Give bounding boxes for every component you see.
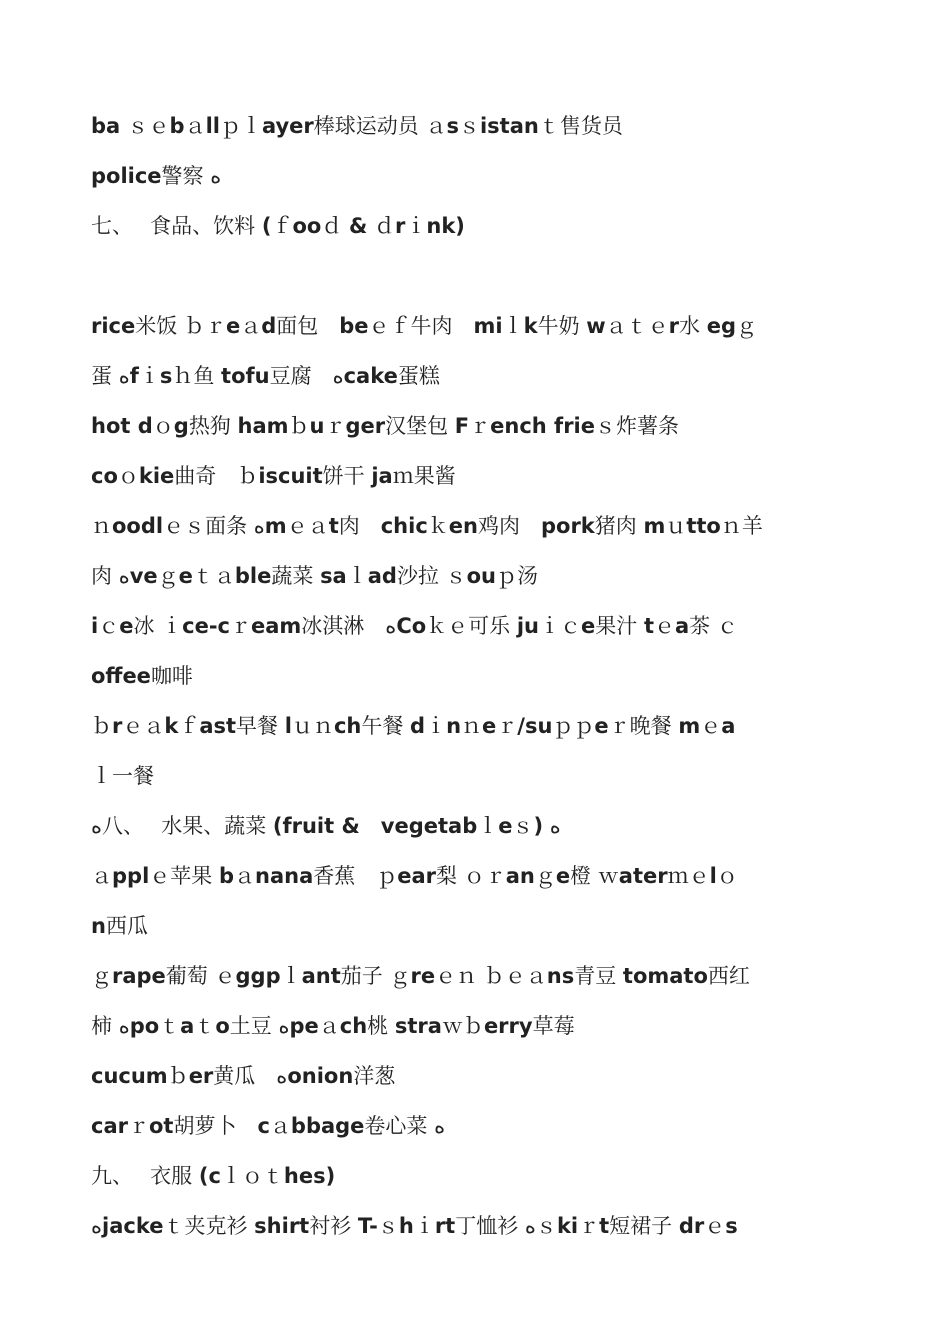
- text-segment: 橙 ｗ: [570, 864, 619, 888]
- text-segment: ｔａ: [192, 564, 235, 588]
- text-segment: ｋｅ可乐: [426, 614, 517, 638]
- text-segment: l: [709, 864, 717, 888]
- text-segment: ba: [91, 114, 128, 138]
- text-segment: ｒ: [230, 614, 251, 638]
- text-segment: ayer: [261, 114, 314, 138]
- text-line: [91, 654, 871, 704]
- text-segment: e: [594, 714, 609, 738]
- text-segment: ｅａ: [122, 714, 165, 738]
- text-segment: ｄ: [321, 214, 350, 238]
- text-segment: rice: [91, 314, 136, 338]
- text-segment: po: [129, 1014, 160, 1038]
- text-segment: a: [721, 714, 736, 738]
- text-segment: F: [454, 414, 470, 438]
- text-segment: ｒ: [324, 414, 346, 438]
- text-segment: c: [257, 1114, 270, 1138]
- text-segment: d: [410, 714, 426, 738]
- document-page: [91, 104, 871, 1254]
- text-segment: 咖啡: [150, 664, 193, 688]
- text-segment: ｐｌ: [219, 114, 262, 138]
- text-segment: ｂ: [167, 1064, 189, 1088]
- text-segment: hes): [283, 1164, 336, 1188]
- text-segment: ｃ: [98, 614, 120, 638]
- text-segment: eam: [251, 614, 302, 638]
- text-segment: ｕｎ: [291, 714, 334, 738]
- text-segment: ｅｎ ｂｅａ: [435, 964, 547, 988]
- text-segment: ou: [466, 564, 497, 588]
- text-segment: ｌ一餐: [91, 764, 154, 788]
- text-segment: ａ: [234, 864, 255, 888]
- text-segment: b: [169, 114, 185, 138]
- text-segment: 鸡肉: [477, 514, 541, 538]
- text-segment: ｏ: [716, 864, 738, 888]
- text-segment: ｍｅ: [667, 864, 710, 888]
- text-segment: onion: [287, 1064, 354, 1088]
- text-line: [91, 1154, 871, 1204]
- text-line: [91, 454, 871, 504]
- text-segment: sa: [320, 564, 347, 588]
- text-segment: r: [112, 714, 123, 738]
- text-segment: g: [173, 414, 189, 438]
- text-segment: re: [410, 964, 436, 988]
- text-segment: ll: [205, 114, 220, 138]
- text-segment: (fruit & vegetab: [272, 814, 478, 838]
- text-segment: en: [448, 514, 478, 538]
- text-segment: ｒ: [578, 1214, 600, 1238]
- text-line: [91, 354, 871, 404]
- text-segment: ｒ晚餐: [608, 714, 679, 738]
- text-segment: ja: [371, 464, 393, 488]
- text-segment: 米饭 ｂｒ: [135, 314, 226, 338]
- text-segment: iscuit: [258, 464, 323, 488]
- text-line: [91, 704, 871, 754]
- text-segment: co: [91, 464, 118, 488]
- text-segment: r: [668, 314, 680, 338]
- text-segment: 豆腐 ﻩ: [269, 364, 344, 388]
- text-segment: ｂ: [288, 414, 310, 438]
- text-segment: 丁恤衫 ﻩｓ: [455, 1214, 557, 1238]
- text-segment: ｓ: [458, 114, 480, 138]
- text-segment: ｔ: [159, 1014, 181, 1038]
- text-segment: ch: [339, 1014, 368, 1038]
- text-segment: u: [309, 414, 325, 438]
- text-segment: ｌ: [346, 564, 368, 588]
- text-segment: e: [482, 714, 497, 738]
- text-segment: (c: [198, 1164, 221, 1188]
- text-segment: pork: [540, 514, 595, 538]
- text-line: [91, 954, 871, 1004]
- text-segment: 果汁: [595, 614, 644, 638]
- text-segment: 茶 ｃ: [689, 614, 738, 638]
- text-segment: &: [349, 214, 368, 238]
- text-segment: 葡萄 ｅ: [165, 964, 236, 988]
- text-segment: e: [555, 864, 571, 888]
- text-segment: 沙拉 ｓ: [396, 564, 467, 588]
- text-segment: pe: [289, 1014, 319, 1038]
- text-segment: offee: [91, 664, 151, 688]
- text-line: [91, 604, 871, 654]
- text-segment: ater: [618, 864, 668, 888]
- text-segment: 青豆: [574, 964, 623, 988]
- text-segment: ａ: [91, 864, 112, 888]
- text-segment: 梨 ｏｒ: [436, 864, 506, 888]
- text-segment: ｅｓ面条 ﻩ: [163, 514, 265, 538]
- text-segment: ki: [556, 1214, 579, 1238]
- text-segment: ｍ果酱: [392, 464, 456, 488]
- text-segment: ot: [148, 1114, 174, 1138]
- text-segment: car: [91, 1114, 128, 1138]
- text-segment: ham: [237, 414, 289, 438]
- text-segment: ａｔｅ: [605, 314, 669, 338]
- text-segment: ｓ: [377, 1214, 399, 1238]
- text-segment: ｇ: [736, 314, 757, 338]
- text-segment: oo: [292, 214, 322, 238]
- text-segment: l: [284, 714, 292, 738]
- text-line: [91, 404, 871, 454]
- text-segment: ｌ: [477, 814, 499, 838]
- text-segment: 汉堡包: [385, 414, 455, 438]
- text-segment: ﻩ八、 水果、蔬菜: [91, 814, 273, 838]
- text-segment: 肉: [338, 514, 381, 538]
- text-segment: ｒ: [469, 414, 491, 438]
- text-segment: ger: [345, 414, 386, 438]
- text-segment: 土豆 ﻩ: [229, 1014, 290, 1038]
- text-segment: 西红: [707, 964, 750, 988]
- text-segment: 茄子 ｇ: [340, 964, 411, 988]
- text-segment: m: [678, 714, 701, 738]
- text-segment: s: [446, 114, 459, 138]
- text-segment: kie: [138, 464, 175, 488]
- text-line: [91, 904, 871, 954]
- text-segment: ｏ: [117, 464, 139, 488]
- text-segment: bbage: [290, 1114, 365, 1138]
- text-segment: ｎ: [461, 714, 483, 738]
- text-segment: m: [264, 514, 287, 538]
- text-segment: hot d: [91, 414, 153, 438]
- text-segment: 香蕉 ｐ: [313, 864, 398, 888]
- text-segment: ce-c: [182, 614, 230, 638]
- text-segment: rape: [112, 964, 166, 988]
- text-segment: ｅ: [653, 614, 675, 638]
- blank-line: [91, 254, 871, 304]
- text-line: [91, 204, 871, 254]
- text-segment: istan: [479, 114, 539, 138]
- text-segment: 警察 ﻩ: [161, 164, 222, 188]
- text-segment: tofu: [221, 364, 270, 388]
- text-segment: s: [725, 1214, 738, 1238]
- text-segment: ear: [397, 864, 437, 888]
- text-segment: ch: [333, 714, 362, 738]
- text-line: [91, 554, 871, 604]
- text-segment: m: [643, 514, 666, 538]
- text-segment: 九、 衣服: [91, 1164, 199, 1188]
- text-segment: i: [91, 614, 99, 638]
- text-segment: a: [674, 614, 690, 638]
- text-segment: ｋ: [427, 514, 449, 538]
- text-segment: nana: [255, 864, 314, 888]
- text-segment: ppl: [112, 864, 150, 888]
- text-segment: ｏ: [152, 414, 174, 438]
- text-segment: w: [586, 314, 606, 338]
- text-segment: ｉ: [405, 214, 427, 238]
- text-segment: ｓ炸薯条: [595, 414, 679, 438]
- text-segment: r: [395, 214, 406, 238]
- text-segment: Co: [396, 614, 427, 638]
- text-segment: ａ: [318, 1014, 340, 1038]
- text-segment: f: [129, 364, 139, 388]
- text-segment: 蛋 ﻩ: [91, 364, 130, 388]
- text-segment: 棒球运动员 ａ: [313, 114, 447, 138]
- text-segment: t: [599, 1214, 610, 1238]
- text-segment: 水: [679, 314, 707, 338]
- text-segment: ｉ: [413, 1214, 435, 1238]
- text-segment: er: [188, 1064, 214, 1088]
- text-segment: oodl: [112, 514, 164, 538]
- text-segment: eg: [706, 314, 736, 338]
- text-segment: ju: [516, 614, 539, 638]
- text-segment: e: [225, 314, 241, 338]
- text-segment: cake: [343, 364, 398, 388]
- text-segment: ｓｅ: [127, 114, 170, 138]
- text-segment: ﻩ: [543, 814, 561, 838]
- text-segment: 面包: [276, 314, 340, 338]
- text-segment: n: [91, 914, 106, 938]
- text-segment: ｅ: [700, 714, 722, 738]
- text-segment: ｗｂ: [441, 1014, 484, 1038]
- text-segment: ad: [367, 564, 397, 588]
- text-segment: ｈ鱼: [172, 364, 222, 388]
- text-line: [91, 854, 871, 904]
- text-line: [91, 804, 871, 854]
- text-segment: d: [261, 314, 277, 338]
- text-segment: ｅｆ牛肉: [368, 314, 474, 338]
- text-segment: ｅ: [704, 1214, 726, 1238]
- text-segment: ｔ: [194, 1014, 216, 1038]
- text-segment: 猪肉: [594, 514, 644, 538]
- text-segment: ｌ: [502, 314, 524, 338]
- text-segment: a: [180, 1014, 195, 1038]
- text-segment: ｉ: [138, 364, 160, 388]
- text-segment: /su: [517, 714, 553, 738]
- text-segment: ｅ苹果: [149, 864, 219, 888]
- text-segment: 短裙子: [609, 1214, 679, 1238]
- text-segment: b: [218, 864, 234, 888]
- text-segment: ｎ羊: [720, 514, 763, 538]
- text-line: [91, 1004, 871, 1054]
- text-segment: 肉 ﻩ: [91, 564, 130, 588]
- text-segment: 午餐: [361, 714, 411, 738]
- text-segment: 柿 ﻩ: [91, 1014, 130, 1038]
- text-segment: ｇ: [91, 964, 112, 988]
- text-segment: ａ: [184, 114, 206, 138]
- text-segment: ｔ售货员: [538, 114, 623, 138]
- text-segment: t: [328, 514, 339, 538]
- text-segment: jacke: [102, 1214, 164, 1238]
- text-segment: t: [643, 614, 654, 638]
- text-line: [91, 504, 871, 554]
- text-segment: ｌｏｔ: [220, 1164, 284, 1188]
- text-segment: ｉ: [425, 714, 447, 738]
- text-segment: ﻩ: [91, 1214, 103, 1238]
- text-line: [91, 754, 871, 804]
- text-segment: chic: [380, 514, 428, 538]
- text-segment: 衬衫: [309, 1214, 358, 1238]
- text-segment: be: [339, 314, 369, 338]
- text-segment: ｅａ: [286, 514, 329, 538]
- text-segment: ): [533, 814, 544, 838]
- text-segment: 蛋糕: [397, 364, 440, 388]
- text-segment: tto: [686, 514, 721, 538]
- text-segment: ant: [301, 964, 341, 988]
- text-segment: e: [498, 814, 513, 838]
- text-segment: ｆ: [178, 714, 200, 738]
- text-segment: 桃: [367, 1014, 395, 1038]
- text-line: [91, 1104, 871, 1154]
- text-segment: tomato: [622, 964, 708, 988]
- text-segment: 早餐: [236, 714, 285, 738]
- text-segment: n: [446, 714, 462, 738]
- text-segment: ns: [546, 964, 575, 988]
- text-segment: police: [91, 164, 162, 188]
- text-segment: T-: [357, 1214, 378, 1238]
- text-segment: dr: [678, 1214, 705, 1238]
- text-segment: ench frie: [490, 414, 595, 438]
- text-segment: e: [581, 614, 596, 638]
- text-segment: ｆ: [271, 214, 293, 238]
- text-segment: ｉｃ: [539, 614, 581, 638]
- text-segment: ｌ: [280, 964, 302, 988]
- text-segment: rt: [434, 1214, 456, 1238]
- text-segment: 蔬菜: [271, 564, 321, 588]
- text-segment: 卷心菜 ﻩ: [364, 1114, 446, 1138]
- text-segment: ｂ: [91, 714, 112, 738]
- text-segment: ｐ汤: [496, 564, 539, 588]
- text-segment: ｇ: [157, 564, 179, 588]
- text-segment: 牛奶: [537, 314, 587, 338]
- text-segment: ｓ: [512, 814, 534, 838]
- text-segment: cucum: [91, 1064, 168, 1088]
- text-segment: an: [505, 864, 535, 888]
- text-segment: o: [215, 1014, 230, 1038]
- text-segment: ｄ: [367, 214, 396, 238]
- text-segment: stra: [394, 1014, 442, 1038]
- text-line: [91, 304, 871, 354]
- text-segment: 冰淇淋 ﻩ: [301, 614, 397, 638]
- text-segment: e: [178, 564, 193, 588]
- text-segment: ast: [199, 714, 237, 738]
- text-segment: 七、 食品、饮料: [91, 214, 262, 238]
- text-segment: h: [398, 1214, 414, 1238]
- text-segment: ｎ: [91, 514, 112, 538]
- text-segment: k: [164, 714, 179, 738]
- text-segment: 冰 ｉ: [133, 614, 183, 638]
- text-segment: ｔ夹克衫: [163, 1214, 255, 1238]
- text-segment: e: [119, 614, 134, 638]
- text-segment: ａ: [240, 314, 262, 338]
- text-segment: mi: [473, 314, 503, 338]
- text-segment: s: [159, 364, 173, 388]
- text-segment: 曲奇 ｂ: [174, 464, 259, 488]
- text-segment: 热狗: [188, 414, 238, 438]
- text-segment: erry: [483, 1014, 533, 1038]
- text-segment: shirt: [254, 1214, 310, 1238]
- text-segment: 饼干: [322, 464, 372, 488]
- text-segment: 黄瓜 ﻩ: [213, 1064, 288, 1088]
- text-segment: ｒ: [496, 714, 518, 738]
- text-segment: 西瓜: [105, 914, 148, 938]
- text-segment: ve: [129, 564, 158, 588]
- text-segment: ｐｐ: [552, 714, 595, 738]
- text-segment: nk): [426, 214, 465, 238]
- text-line: [91, 1204, 871, 1254]
- text-segment: k: [523, 314, 538, 338]
- text-line: [91, 154, 871, 204]
- text-segment: ａ: [269, 1114, 291, 1138]
- text-segment: ｒ: [127, 1114, 149, 1138]
- text-segment: ble: [234, 564, 272, 588]
- text-segment: (: [261, 214, 272, 238]
- text-line: [91, 1054, 871, 1104]
- text-segment: 胡萝卜: [173, 1114, 258, 1138]
- text-segment: 草莓: [532, 1014, 575, 1038]
- text-line: [91, 104, 871, 154]
- text-segment: ggp: [235, 964, 281, 988]
- text-segment: 洋葱: [353, 1064, 396, 1088]
- text-segment: ｇ: [534, 864, 556, 888]
- text-segment: ｕ: [665, 514, 687, 538]
